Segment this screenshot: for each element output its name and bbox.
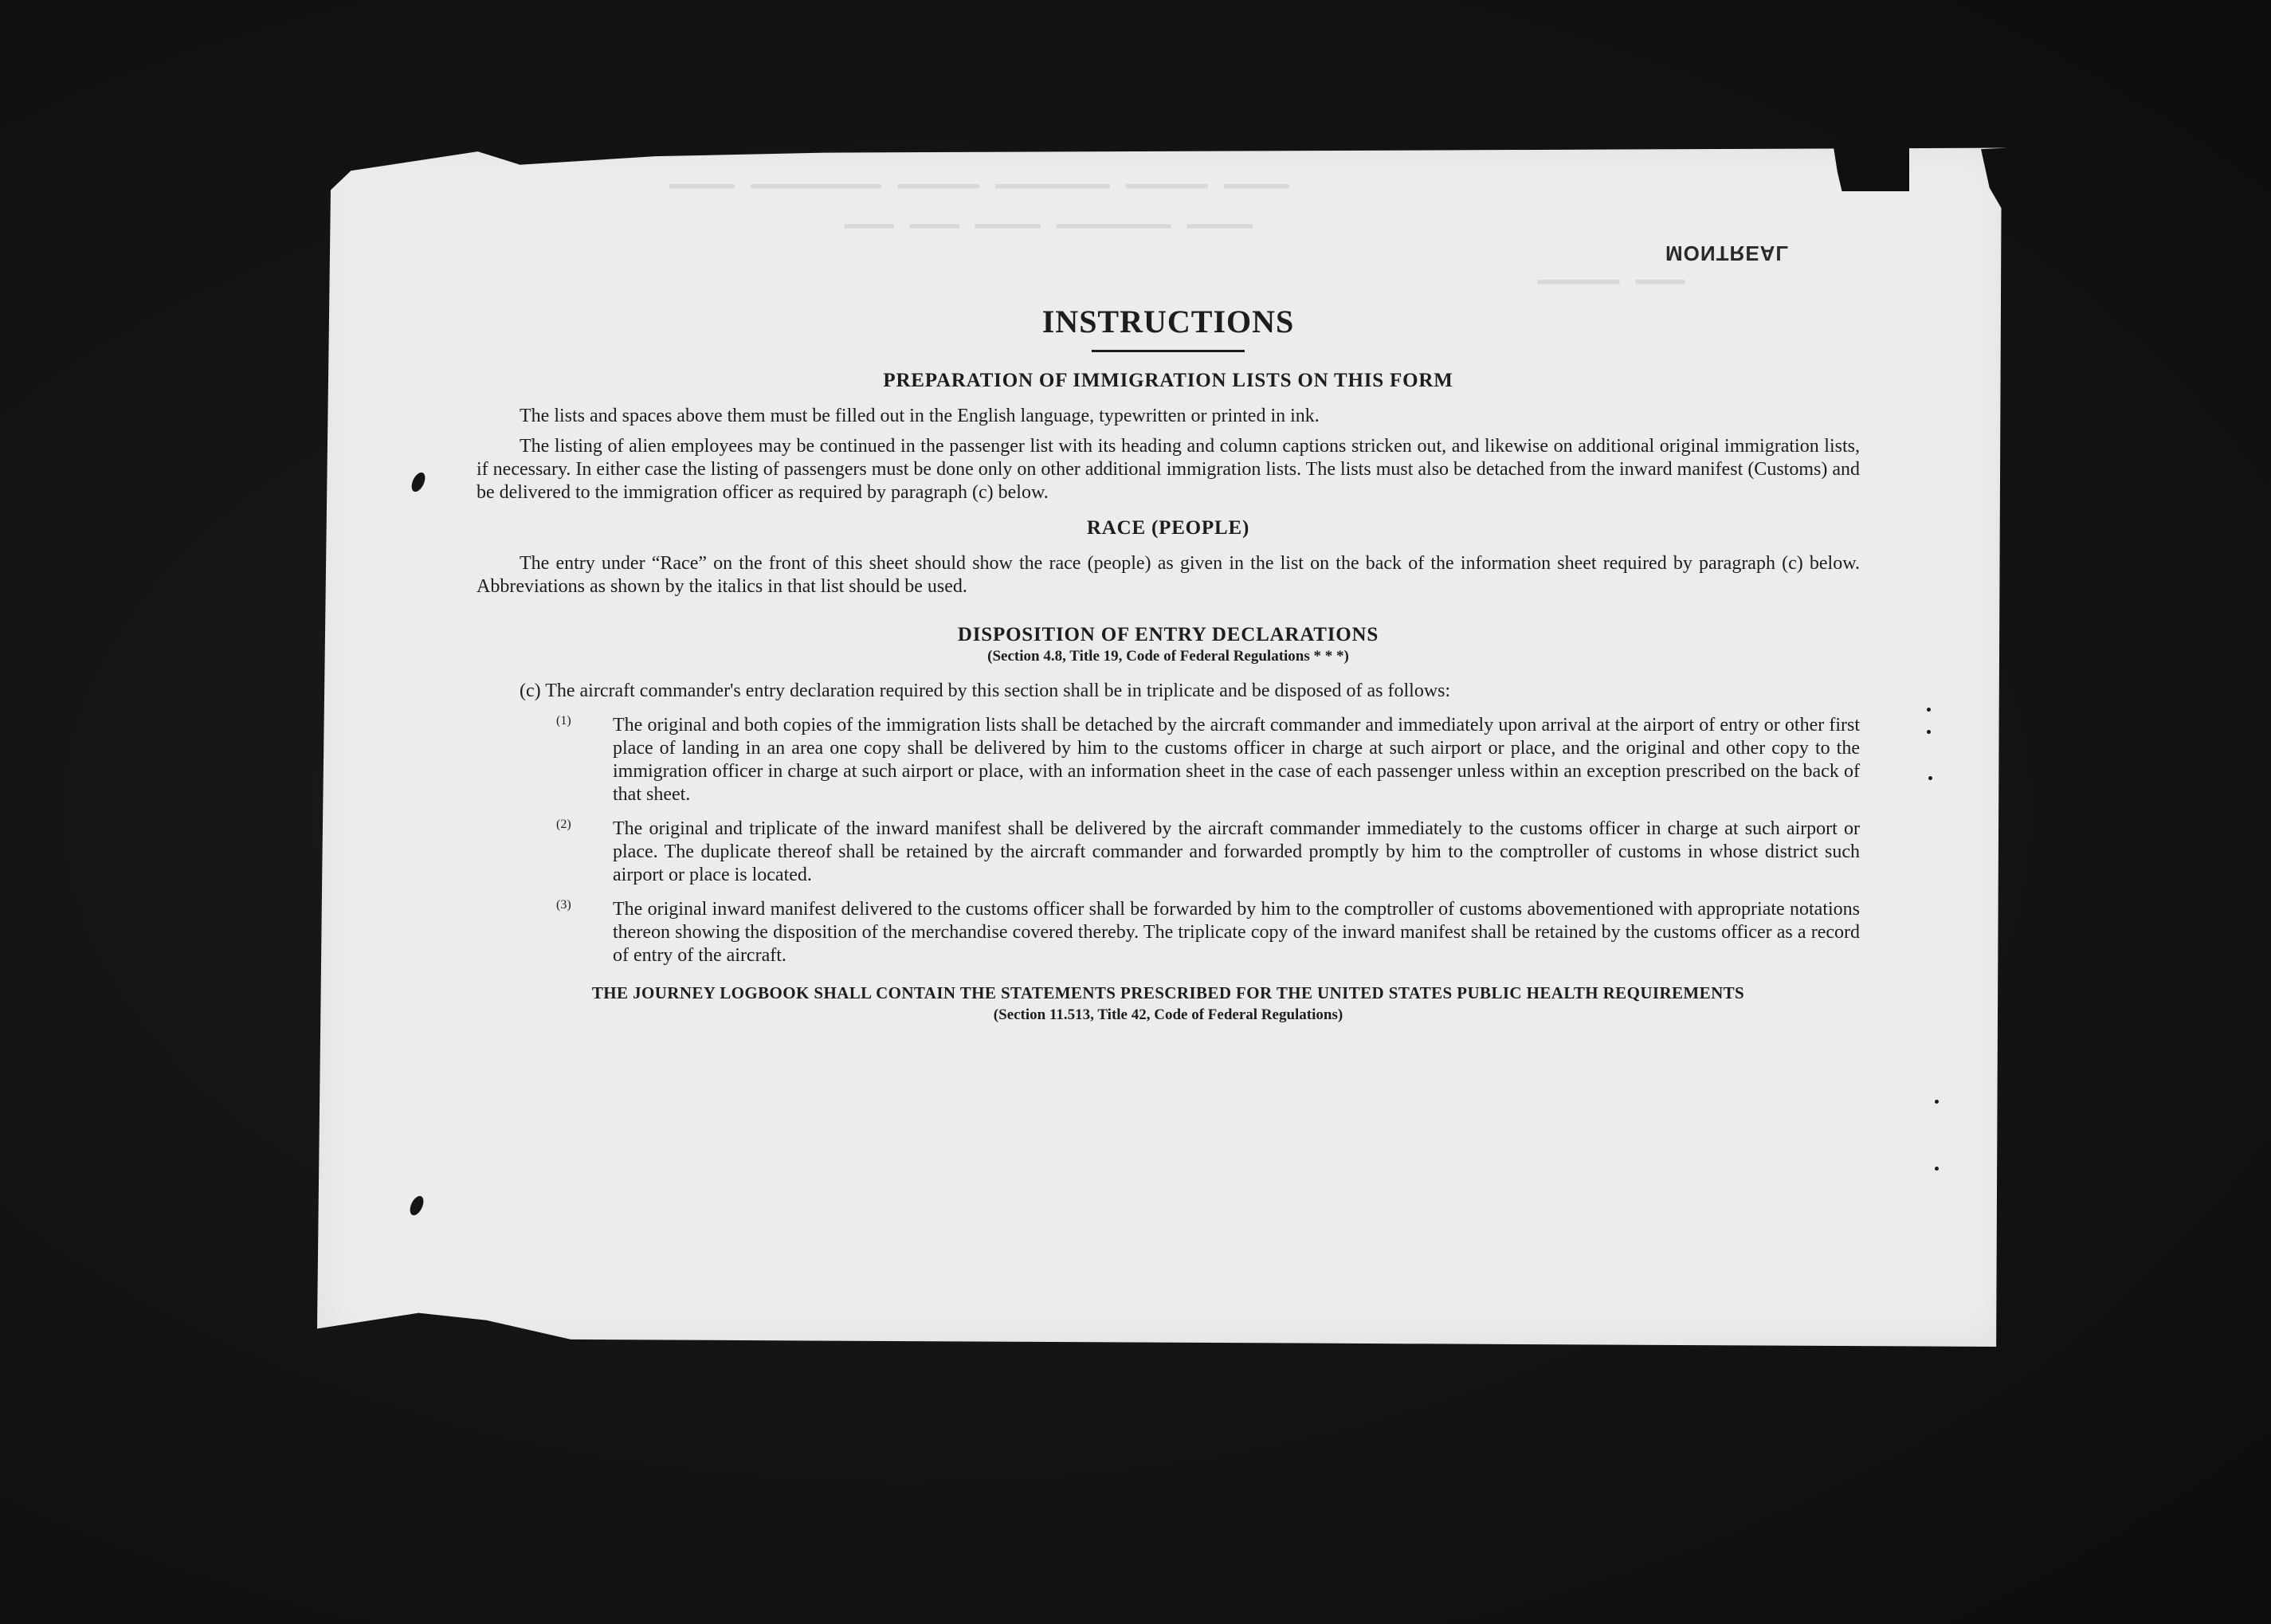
list-item-number: (1) [556,714,571,728]
bleed-through-text: ▔▔▔▔ ▔▔▔▔▔▔▔▔ ▔▔▔▔▔ ▔▔▔▔▔▔▔ ▔▔▔▔▔ ▔▔▔▔ [669,185,1289,217]
speck [1935,1167,1939,1171]
heading-race: RACE (PEOPLE) [1086,517,1250,539]
paragraph-lists-language: The lists and spaces above them must be filled out in the English language, typewritten or printed in ink. [520,406,1320,426]
subheading-disposition: (Section 4.8, Title 19, Code of Federal Regulations * * *) [987,648,1349,665]
list-item-text: The original and both copies of the immigration lists shall be detached by the aircraft commander and immediately upon arrival at the airport of entry or other first place of landing in an area one copy shall be delivered by him to the customs officer in charge at such airport or place, and the original and other copy to the immigration officer in charge at such airport or place, with an information sheet in the case of each passenger unless within an exception prescribed on the back of that sheet. [613,715,1860,805]
list-item-text: The original and triplicate of the inward manifest shall be delivered by the aircraft commander immediately to the customs officer in charge at such airport or place. The duplicate thereof shall be retained by the aircraft commander and forwarded promptly by him to the comptroller of customs in whose district such airport or place is located. [613,818,1860,885]
list-item [477,714,1860,806]
bleed-through-text: ▔▔▔▔▔ ▔▔▔ [1538,280,1685,312]
paragraph-disposition-intro: (c) The aircraft commander's entry declaration required by this section shall be in triplicate and be disposed of as follows: [520,681,1451,701]
list-item [477,818,1860,887]
title-underline [1092,350,1245,352]
paragraph-alien-employees: The listing of alien employees may be continued in the passenger list with its heading and column captions stricken out, and likewise on additional original immigration lists, if necessary. In either case the listing of passengers must be done only on other additional immigration lists. The lists must also be detached from the inward manifest (Customs) and be delivered to the immigration officer as required by paragraph (c) below. [477,436,1860,503]
closing-citation: (Section 11.513, Title 42, Code of Federal Regulations) [993,1006,1343,1023]
closing-statement: THE JOURNEY LOGBOOK SHALL CONTAIN THE STATEMENTS PRESCRIBED FOR THE UNITED STATES PUBLIC HEALTH REQUIREMENTS [591,983,1745,1002]
paper-torn-corner [1833,142,1909,191]
page-title: INSTRUCTIONS [1041,304,1295,339]
paragraph-race: The entry under “Race” on the front of this sheet should show the race (people) as given in the list on the back of the information sheet required by paragraph (c) below. Abbreviations as shown by the italics in that list should be used. [477,553,1860,597]
instructions-content [477,303,1860,1024]
list-item [477,898,1860,967]
header-mark: MONTREAL [1665,241,1790,265]
speck [1928,776,1932,780]
speck [1927,708,1931,712]
speck [1927,730,1931,734]
bleed-through-text: ▔▔▔ ▔▔▔ ▔▔▔▔ ▔▔▔▔▔▔▔ ▔▔▔▔ [845,225,1253,257]
speck [1935,1100,1939,1104]
heading-preparation: PREPARATION OF IMMIGRATION LISTS ON THIS FORM [883,370,1453,391]
list-item-text: The original inward manifest delivered to the customs officer shall be forwarded by him to the comptroller of customs abovementioned with appropriate notations thereon showing the disposition of the merchandise covered thereby. The triplicate copy of the inward manifest shall be retained by the customs officer as a record of entry of the aircraft. [613,899,1860,966]
list-item-number: (3) [556,898,571,912]
heading-disposition: DISPOSITION OF ENTRY DECLARATIONS [957,624,1379,645]
list-item-number: (2) [556,818,571,831]
